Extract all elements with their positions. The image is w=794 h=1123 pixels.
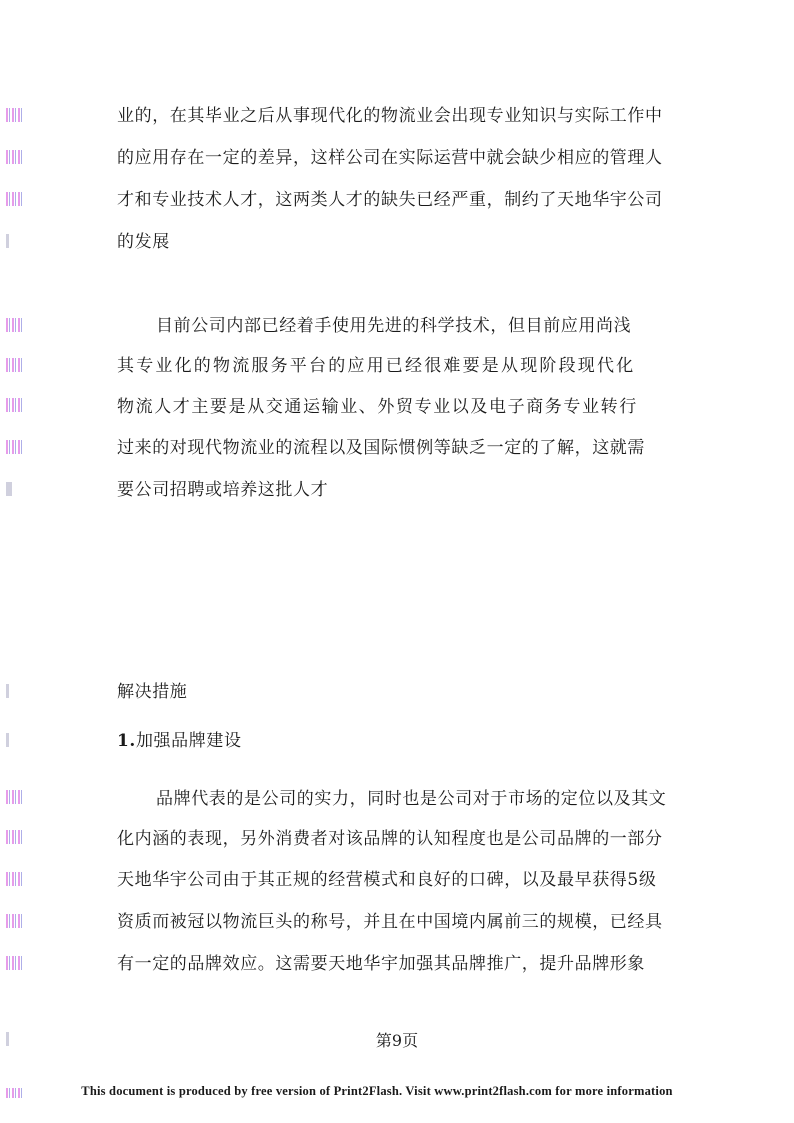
margin-artifact <box>6 398 24 412</box>
paragraph-2-line: 物流人才主要是从交通运输业、外贸专业以及电子商务专业转行 <box>117 397 638 417</box>
paragraph-3-line: 资质而被冠以物流巨头的称号，并且在中国境内属前三的规模，已经具 <box>117 912 663 932</box>
paragraph-1-line: 业的，在其毕业之后从事现代化的物流业会出现专业知识与实际工作中 <box>117 106 663 126</box>
margin-artifact <box>6 440 24 454</box>
section-title: 解决措施 <box>117 682 188 702</box>
margin-artifact <box>6 192 24 206</box>
margin-artifact <box>6 684 9 698</box>
margin-artifact <box>6 956 24 970</box>
margin-artifact <box>6 108 24 122</box>
subsection-title: 加强品牌建设 <box>135 731 242 751</box>
margin-artifact <box>6 872 24 886</box>
subsection-heading <box>117 731 242 751</box>
margin-artifact <box>6 914 24 928</box>
subsection-number: 1. <box>117 731 136 751</box>
paragraph-1-line: 才和专业技术人才，这两类人才的缺失已经严重，制约了天地华宇公司 <box>117 190 663 210</box>
margin-artifact <box>6 234 9 248</box>
margin-artifact <box>6 733 9 747</box>
paragraph-2-line: 目前公司内部已经着手使用先进的科学技术，但目前应用尚浅 <box>156 316 632 336</box>
margin-artifact <box>6 482 12 496</box>
print2flash-footer: This document is produced by free version of Print2Flash. Visit www.print2flash.com for more information <box>81 1084 673 1098</box>
paragraph-2-line: 过来的对现代物流业的流程以及国际惯例等缺乏一定的了解，这就需 <box>117 438 645 458</box>
margin-artifact <box>6 318 24 332</box>
paragraph-2-line: 其专业化的物流服务平台的应用已经很难要是从现阶段现代化 <box>117 356 636 376</box>
margin-artifact <box>6 150 24 164</box>
paragraph-1-line: 的应用存在一定的差异，这样公司在实际运营中就会缺少相应的管理人 <box>117 148 663 168</box>
margin-artifact <box>6 358 24 372</box>
paragraph-3-line: 品牌代表的是公司的实力，同时也是公司对于市场的定位以及其文 <box>156 789 667 809</box>
paragraph-3-line: 化内涵的表现，另外消费者对该品牌的认知程度也是公司品牌的一部分 <box>117 829 663 849</box>
page-number: 第9页 <box>375 1031 419 1050</box>
margin-artifact <box>6 790 24 804</box>
paragraph-1-line: 的发展 <box>117 232 170 252</box>
paragraph-3-line: 有一定的品牌效应。这需要天地华宇加强其品牌推广，提升品牌形象 <box>117 954 645 974</box>
paragraph-3-line: 天地华宇公司由于其正规的经营模式和良好的口碑，以及最早获得5级 <box>117 870 657 890</box>
margin-artifact <box>6 830 24 844</box>
paragraph-2-line: 要公司招聘或培养这批人才 <box>117 480 329 500</box>
